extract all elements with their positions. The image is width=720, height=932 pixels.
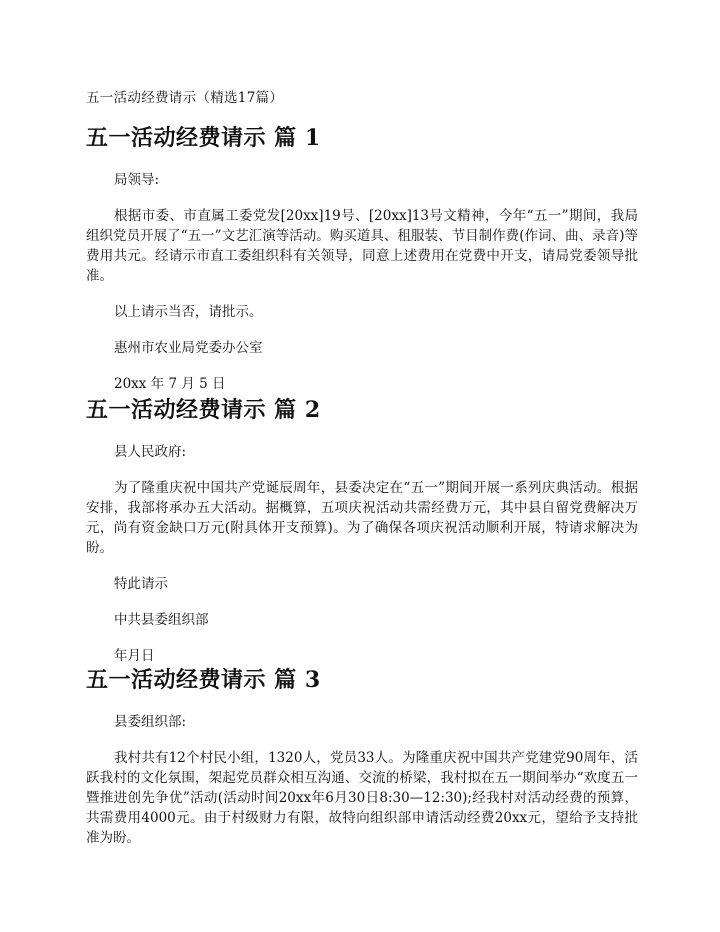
- salutation: 局领导:: [114, 172, 160, 188]
- section-heading: 五一活动经费请示 篇 1: [86, 125, 321, 151]
- date: 20xx 年 7 月 5 日: [114, 376, 226, 392]
- section-2: [86, 396, 638, 666]
- section-1: [86, 124, 638, 394]
- date: 年月日: [114, 648, 155, 664]
- body-paragraph: 根据市委、市直属工委党发[20xx]19号、[20xx]13号文精神，今年“五一”期间，我局组织党员开展了“五一”文艺汇演等活动。购买道具、租服装、节目制作费(作词、曲、录音)等费用共元。经请示市直工委组织科有关领导，同意上述费用在党费中开支，请局党委领导批准。: [86, 208, 638, 284]
- body-paragraph: 为了隆重庆祝中国共产党诞辰周年，县委决定在“五一”期间开展一系列庆典活动。根据安排，我部将承办五大活动。据概算，五项庆祝活动共需经费万元，其中县自留党费解决万元，尚有资金缺口万元(附具体开支预算)。为了确保各项庆祝活动顺利开展，特请求解决为盼。: [86, 480, 638, 556]
- section-3: [86, 666, 638, 848]
- body-paragraph: 我村共有12个村民小组，1320人，党员33人。为隆重庆祝中国共产党建党90周年，活跃我村的文化氛围，架起党员群众相互沟通、交流的桥梁，我村拟在五一期间举办“欢度五一暨推进创先争优”活动(活动时间20xx年6月30日8:30—12:30);经我村对活动经费的预算，共需费用4000元。由于村级财力有限，故特向组织部申请活动经费20xx元，望给予支持批准为盼。: [86, 750, 638, 846]
- signer: 中共县委组织部: [114, 612, 209, 628]
- closing-line: 以上请示当否，请批示。: [114, 304, 263, 320]
- salutation: 县委组织部:: [114, 714, 187, 730]
- signer: 惠州市农业局党委办公室: [114, 340, 263, 356]
- closing-line: 特此请示: [114, 576, 168, 592]
- salutation: 县人民政府:: [114, 444, 187, 460]
- section-heading: 五一活动经费请示 篇 2: [86, 397, 321, 423]
- document-title: 五一活动经费请示（精选17篇）: [86, 90, 284, 106]
- section-heading: 五一活动经费请示 篇 3: [86, 667, 321, 693]
